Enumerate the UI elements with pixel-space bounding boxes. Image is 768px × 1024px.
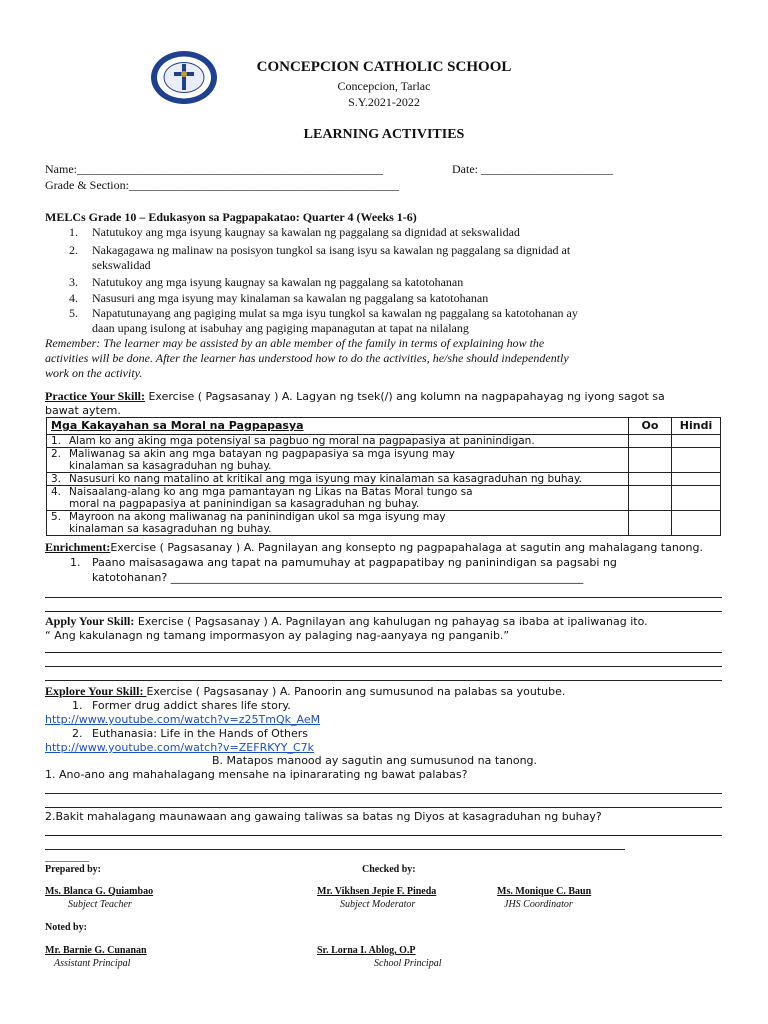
table-cell-skill (47, 448, 629, 473)
answer-line[interactable] (45, 666, 722, 667)
enrichment-answer-line[interactable]: katotohanan? ___________________________________________________________________________ (92, 571, 584, 584)
answer-cell-no[interactable] (672, 511, 721, 536)
explore-text: Exercise ( Pagsasanay ) A. Panoorin ang sumusunod na palabas sa youtube. (146, 685, 566, 698)
table-row (47, 435, 721, 448)
practice-label: Practice Your Skill: (45, 389, 145, 403)
signatory-name: Mr. Barnie G. Cunanan (45, 945, 147, 956)
answer-cell-no[interactable] (672, 448, 721, 473)
table-header-row (47, 418, 721, 435)
list-item-continuation: daan upang isulong at isabuhay ang pagiging mapanagutan at tapat na nilalang (92, 321, 469, 335)
skills-table (46, 417, 721, 536)
apply-text: Exercise ( Pagsasanay ) A. Pagnilayan ang kahulugan ng pahayag sa ibaba at ipaliwanag ito. (134, 615, 648, 628)
enrichment-question-number: 1. (70, 556, 81, 569)
signatory-role: JHS Coordinator (504, 899, 573, 910)
row-number: 5. (51, 511, 62, 523)
apply-instruction (45, 614, 648, 629)
answer-line[interactable] (45, 611, 722, 612)
signatory-name: Ms. Monique C. Baun (497, 886, 592, 897)
answer-cell-yes[interactable] (629, 486, 672, 511)
answer-cell-yes[interactable] (629, 448, 672, 473)
school-name: CONCEPCION CATHOLIC SCHOOL (256, 59, 512, 75)
answer-cell-yes[interactable] (629, 435, 672, 448)
enrichment-text: Exercise ( Pagsasanay ) A. Pagnilayan ang konsepto ng pagpapahalaga at sagutin ang mahalagang tanong. (110, 541, 704, 554)
video-number: 1. (72, 699, 83, 712)
list-item-number: 4. (69, 291, 78, 305)
list-item-number: 5. (69, 306, 78, 320)
remember-note-line: activities will be done. After the learner has understood how to do the activities, he/she should independently (45, 351, 569, 365)
row-text: Nasusuri ko nang matalino at kritikal ang mga isyung may kinalaman sa kasagraduhan ng buhay. (69, 473, 583, 485)
row-number: 1. (51, 435, 62, 447)
table-row (47, 511, 721, 536)
enrichment-instruction (45, 540, 703, 555)
table-cell-skill (47, 511, 629, 536)
answer-cell-yes[interactable] (629, 511, 672, 536)
row-number: 4. (51, 486, 62, 498)
practice-text: Exercise ( Pagsasanay ) A. Lagyan ng tsek(/) ang kolumn na nagpapahayag ng iyong sagot sa (144, 390, 665, 403)
table-cell-skill (47, 435, 629, 448)
video-link[interactable]: http://www.youtube.com/watch?v=z25TmQk_AeM (45, 713, 321, 726)
table-header-no: Hindi (672, 418, 721, 435)
apply-label: Apply Your Skill: (45, 614, 135, 628)
remember-note-line: Remember: The learner may be assisted by an able member of the family in terms of explaining how the (45, 336, 545, 350)
video-link[interactable]: http://www.youtube.com/watch?v=ZEFRKYY_C7k (45, 741, 315, 754)
answer-cell-no[interactable] (672, 473, 721, 486)
list-item-continuation: sekswalidad (92, 258, 151, 272)
noted-by-label: Noted by: (45, 922, 87, 933)
signatory-role: Subject Teacher (68, 899, 132, 910)
table-row (47, 473, 721, 486)
row-number: 3. (51, 473, 62, 485)
table-cell-skill (47, 473, 629, 486)
enrichment-question: Paano maisasagawa ang tapat na pamumuhay at pagpapatibay ng paninindigan sa pagsabi ng (92, 556, 617, 569)
signatory-role: Assistant Principal (54, 958, 131, 969)
signatory-name: Sr. Lorna I. Ablog, O.P (317, 945, 416, 956)
answer-line-tail[interactable]: ________ (45, 851, 89, 863)
practice-instruction (45, 389, 665, 404)
answer-line[interactable] (45, 680, 722, 681)
row-number: 2. (51, 448, 62, 460)
answer-line[interactable] (45, 652, 722, 653)
remember-note-line: work on the activity. (45, 366, 143, 380)
melcs-heading: MELCs Grade 10 – Edukasyon sa Pagpapakatao: Quarter 4 (Weeks 1-6) (45, 210, 417, 224)
answer-cell-no[interactable] (672, 486, 721, 511)
video-number: 2. (72, 727, 83, 740)
list-item: Natutukoy ang mga isyung kaugnay sa kawalan ng paggalang sa dignidad at sekswalidad (92, 225, 520, 239)
list-item: Napatutunayang ang pagiging mulat sa mga isyu tungkol sa kawalan ng paggalang sa katotohanan ay (92, 306, 578, 320)
row-text: Maliwanag sa akin ang mga batayan ng pagpapasiya sa mga isyung may kinalaman sa kasagraduhan ng buhay. (69, 448, 455, 472)
answer-line[interactable] (45, 835, 722, 836)
row-text: Naisaalang-alang ko ang mga pamantayan ng Likas na Batas Moral tungo sa moral na pagpapasiya at paninindigan sa kasagraduhan ng buhay. (69, 486, 473, 510)
prepared-by-label: Prepared by: (45, 864, 102, 875)
date-field[interactable]: Date: ______________________ (452, 162, 613, 176)
grade-section-field[interactable]: Grade & Section:_____________________________________________ (45, 178, 399, 192)
signatory-name: Ms. Blanca G. Quiambao (45, 886, 154, 897)
signatory-role: School Principal (374, 958, 442, 969)
checked-by-label: Checked by: (362, 864, 416, 875)
table-cell-skill (47, 486, 629, 511)
signatory-name: Mr. Vikhsen Jepie F. Pineda (317, 886, 437, 897)
list-item-number: 3. (69, 275, 78, 289)
part-b-instruction: B. Matapos manood ay sagutin ang sumusunod na tanong. (212, 754, 538, 767)
table-row (47, 448, 721, 473)
practice-text-continuation: bawat aytem. (45, 404, 121, 417)
answer-cell-no[interactable] (672, 435, 721, 448)
row-text: Alam ko ang aking mga potensiyal sa pagbuo ng moral na pagpapasiya at paninindigan. (69, 435, 535, 447)
list-item: Nasusuri ang mga isyung may kinalaman sa kawalan ng paggalang sa katotohanan (92, 291, 489, 305)
enrichment-label: Enrichment: (45, 540, 111, 554)
explore-instruction (45, 684, 565, 699)
answer-line[interactable] (45, 793, 722, 794)
school-location: Concepcion, Tarlac (337, 79, 431, 93)
table-row (47, 486, 721, 511)
answer-cell-yes[interactable] (629, 473, 672, 486)
table-header-yes: Oo (629, 418, 672, 435)
question-2: 2.Bakit mahalagang maunawaan ang gawaing taliwas sa batas ng Diyos at kasagraduhan ng buhay? (45, 810, 602, 823)
apply-quote: “ Ang kakulanagn ng tamang impormasyon ay palaging nag-aanyaya ng panganib.” (45, 629, 510, 642)
page-title: LEARNING ACTIVITIES (303, 127, 465, 142)
signatory-role: Subject Moderator (340, 899, 416, 910)
name-field[interactable]: Name:___________________________________________________ (45, 162, 383, 176)
answer-line[interactable] (45, 849, 625, 850)
video-title: Former drug addict shares life story. (92, 699, 291, 712)
question-1: 1. Ano-ano ang mahahalagang mensahe na ipinararating ng bawat palabas? (45, 768, 468, 781)
school-year: S.Y.2021-2022 (348, 95, 420, 109)
list-item: Natutukoy ang mga isyung kaugnay sa kawalan ng paggalang sa katotohanan (92, 275, 464, 289)
answer-line[interactable] (45, 807, 722, 808)
list-item: Nakagagawa ng malinaw na posisyon tungkol sa isang isyu sa kawalan ng paggalang sa dignidad at (92, 243, 571, 257)
answer-line[interactable] (45, 597, 722, 598)
list-item-number: 2. (69, 243, 78, 257)
list-item-number: 1. (69, 225, 78, 239)
video-title: Euthanasia: Life in the Hands of Others (92, 727, 309, 740)
table-header-skill: Mga Kakayahan sa Moral na Pagpapasya (47, 418, 629, 435)
explore-label: Explore Your Skill: (45, 684, 147, 698)
row-text: Mayroon na akong maliwanag na paninindigan ukol sa mga isyung may kinalaman sa kasagraduhan ng buhay. (69, 511, 446, 535)
